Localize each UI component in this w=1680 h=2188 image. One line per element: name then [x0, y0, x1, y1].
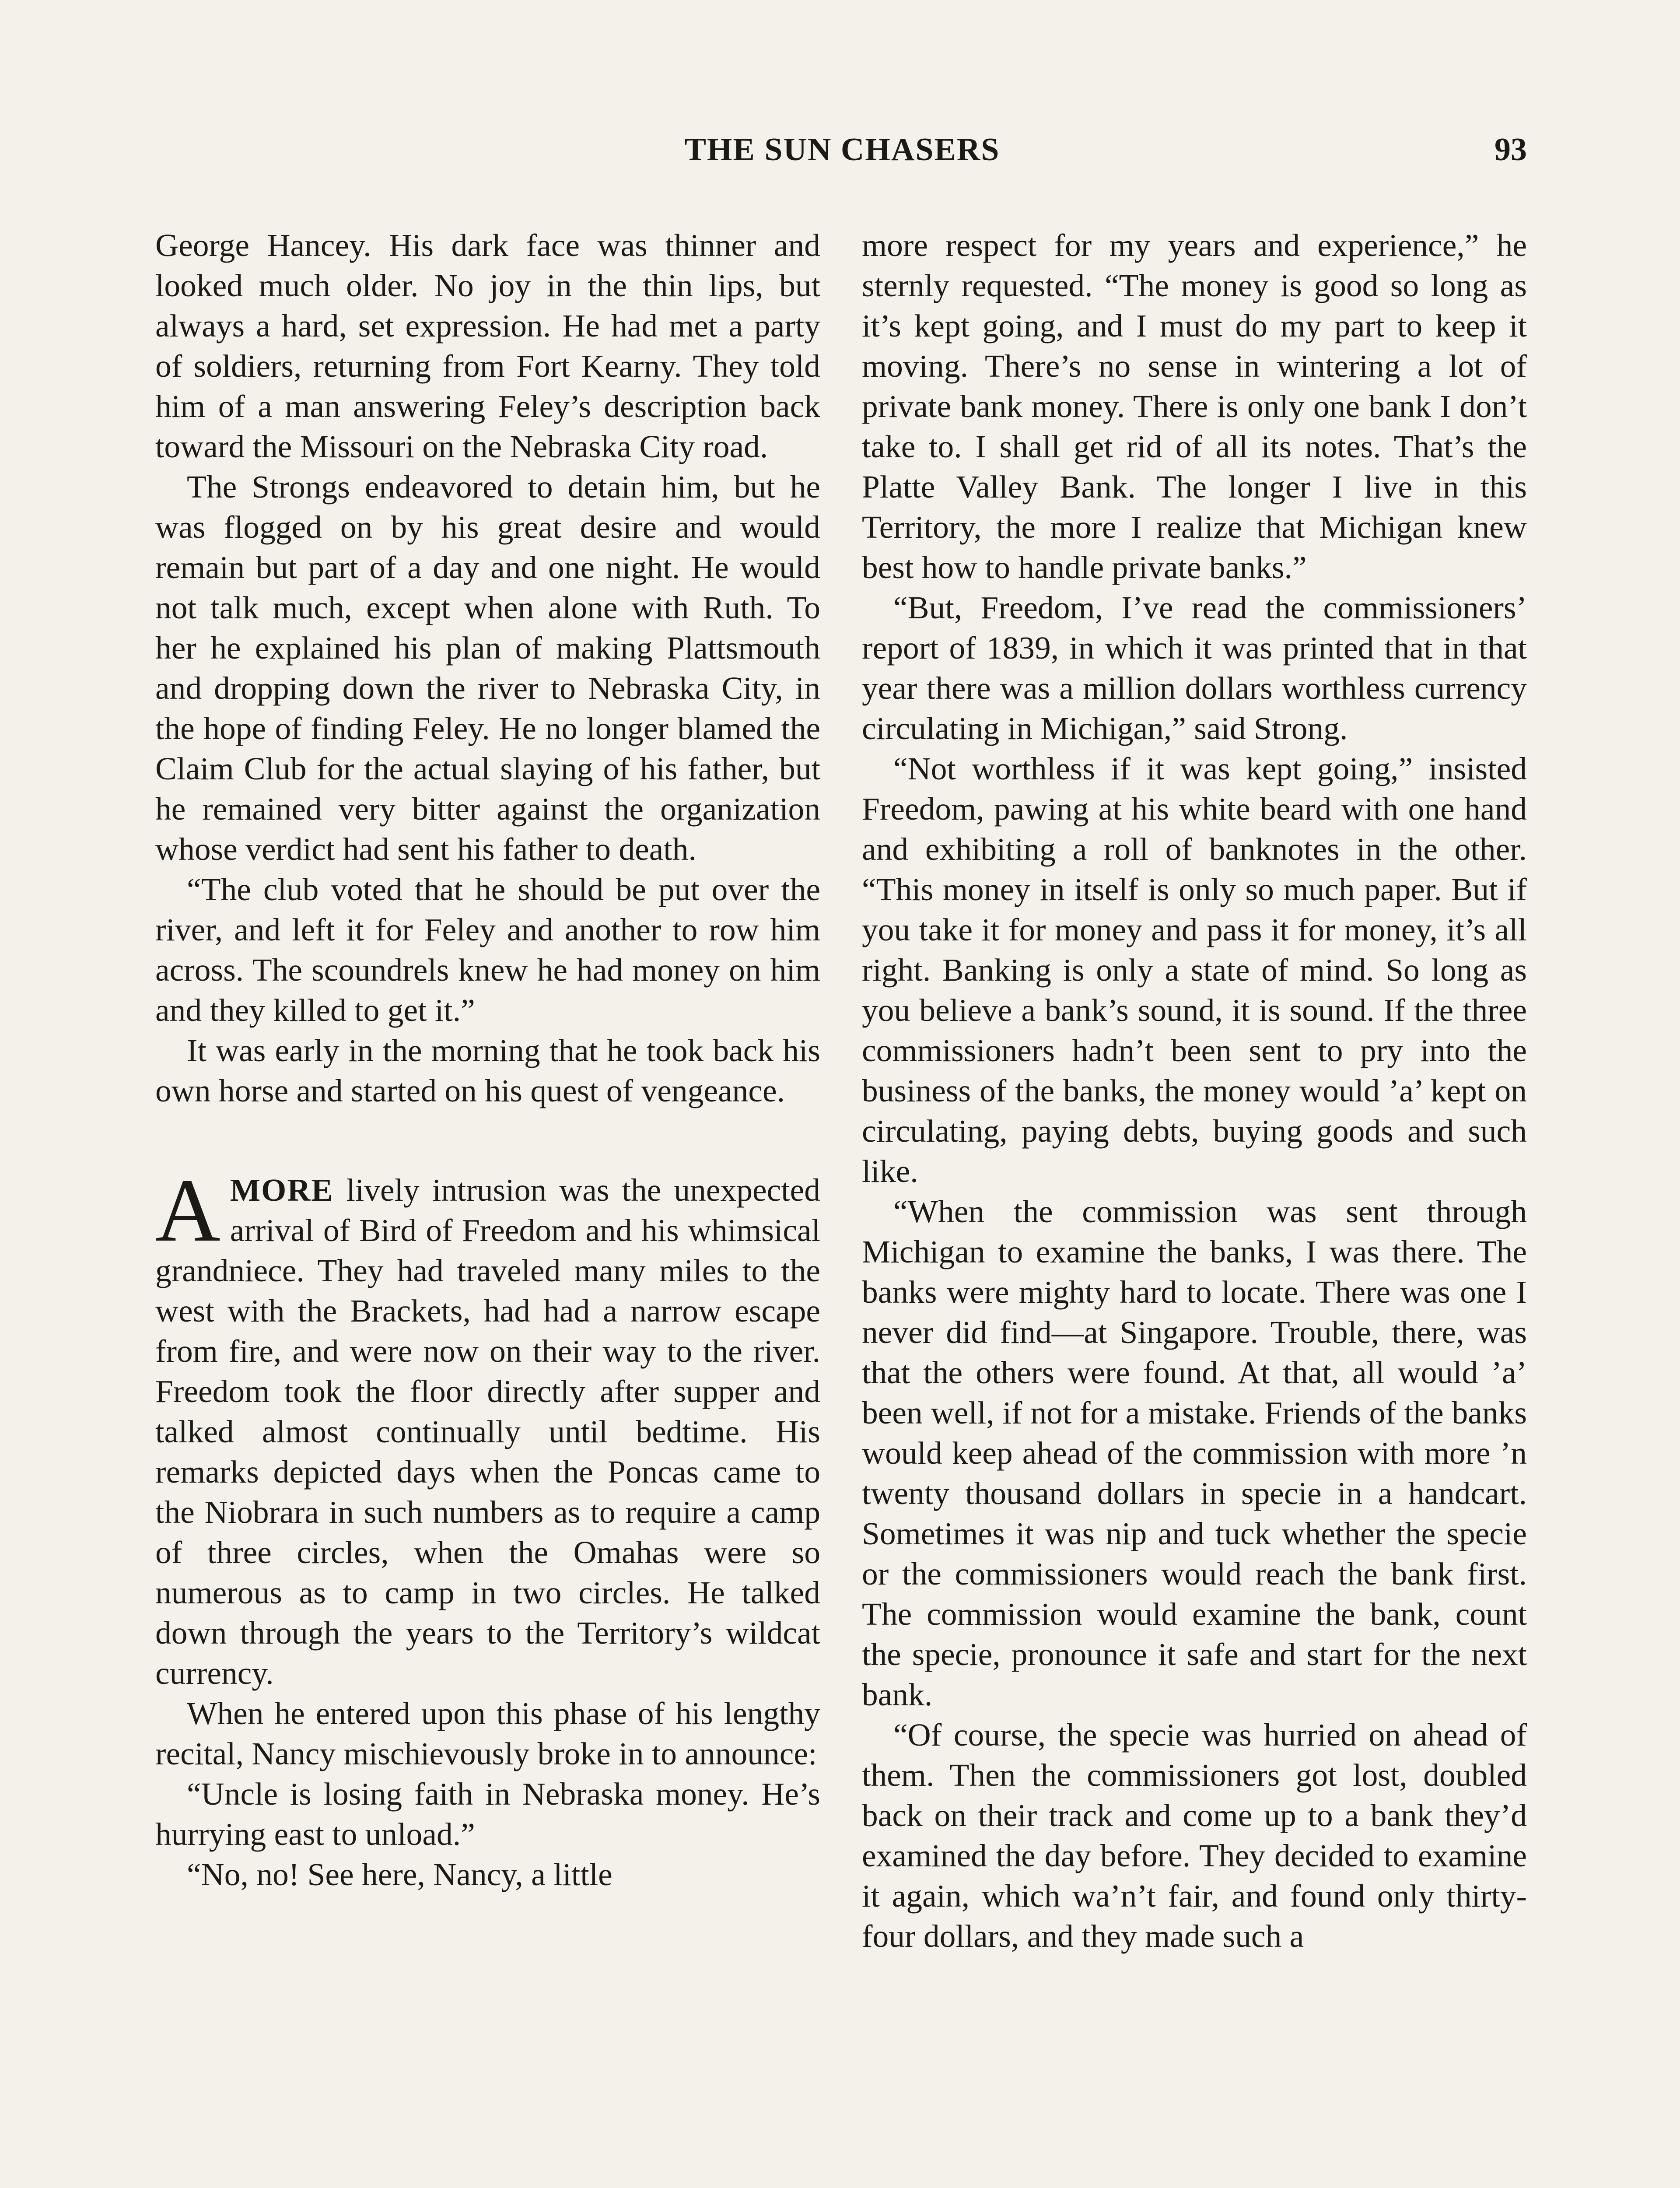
page-number: 93 [1494, 132, 1527, 168]
paragraph: It was early in the morning that he took back his own horse and started on his quest of vengeance. [155, 1033, 820, 1108]
drop-cap: A [155, 1160, 220, 1260]
paragraph: “Of course, the specie was hurried on ahead of them. Then the commissioners got lost, doubled back on their track and come up to a bank they’d examined the day before. They decided to examine it again, which wa’n’t fair, and found only thirty-four dollars, and they made such a [862, 1717, 1527, 1954]
paragraph: “Not worthless if it was kept going,” insisted Freedom, pawing at his white beard with one hand and exhibiting a roll of banknotes in the other. “This money in itself is only so much paper. But if you take it for money and pass it for money, it’s all right. Banking is only a state of mind. So long as you believe a bank’s sound, it is sound. If the three commissioners hadn’t been sent to pry into the business of the banks, the money would ’a’ kept on circulating, paying debts, buying goods and such like. [862, 751, 1527, 1189]
paragraph: George Hancey. His dark face was thinner and looked much older. No joy in the thin lips, but always a hard, set expression. He had met a party of soldiers, returning from Fort Kearny. They told him of a man answering Feley’s description back toward the Missouri on the Nebraska City road. [155, 228, 820, 464]
paragraph: “Uncle is losing faith in Nebraska money. He’s hurrying east to unload.” [155, 1776, 820, 1852]
page-header [158, 131, 1527, 193]
paragraph: “The club voted that he should be put over the river, and left it for Feley and another to row him across. The scoundrels knew he had money on him and they killed to get it.” [155, 872, 820, 1028]
section-opening-paragraph [155, 1160, 820, 1694]
paragraph: more respect for my years and experience,” he sternly requested. “The money is good so long as it’s kept going, and I must do my part to keep it moving. There’s no sense in wintering a lot of private bank money. There is only one bank I don’t take to. I shall get rid of all its notes. That’s the Platte Valley Bank. The longer I live in this Territory, the more I realize that Michigan knew best how to handle private banks.” [862, 228, 1527, 585]
paragraph: “No, no! See here, Nancy, a little [187, 1857, 612, 1892]
left-column [155, 225, 820, 1895]
paragraph-text: lively intrusion was the unexpected arrival of Bird of Freedom and his whimsical grandniece. They had traveled many miles to the west with the Brackets, had had a narrow escape from fire, and were now on their way to the river. Freedom took the floor directly after supper and talked almost continually until bedtime. His remarks depicted days when the Poncas came to the Niobrara in such numbers as to require a camp of three circles, when the Omahas were so numerous as to camp in two circles. He talked down through the years to the Territory’s wildcat currency. [155, 1172, 820, 1691]
right-column [862, 225, 1527, 1957]
small-caps-lead: MORE [230, 1172, 334, 1208]
running-title: THE SUN CHASERS [684, 132, 1000, 168]
paragraph: When he entered upon this phase of his lengthy recital, Nancy mischievously broke in to announce: [155, 1696, 820, 1771]
paragraph: “When the commission was sent through Michigan to examine the banks, I was there. The banks were mighty hard to locate. There was one I never did find—at Singapore. Trouble, there, was that the others were found. At that, all would ’a’ been well, if not for a mistake. Friends of the banks would keep ahead of the commission with more ’n twenty thousand dollars in specie in a handcart. Sometimes it was nip and tuck whether the specie or the commissioners would reach the bank first. The commission would examine the bank, count the specie, pronounce it safe and start for the next bank. [862, 1194, 1527, 1712]
paragraph: “But, Freedom, I’ve read the commissioners’ report of 1839, in which it was printed that in that year there was a million dollars worthless currency circulating in Michigan,” said Strong. [862, 590, 1527, 746]
paragraph: The Strongs endeavored to detain him, but he was flogged on by his great desire and would remain but part of a day and one night. He would not talk much, except when alone with Ruth. To her he explained his plan of making Plattsmouth and dropping down the river to Nebraska City, in the hope of finding Feley. He no longer blamed the Claim Club for the actual slaying of his father, but he remained very bitter against the organization whose verdict had sent his father to death. [155, 469, 820, 867]
